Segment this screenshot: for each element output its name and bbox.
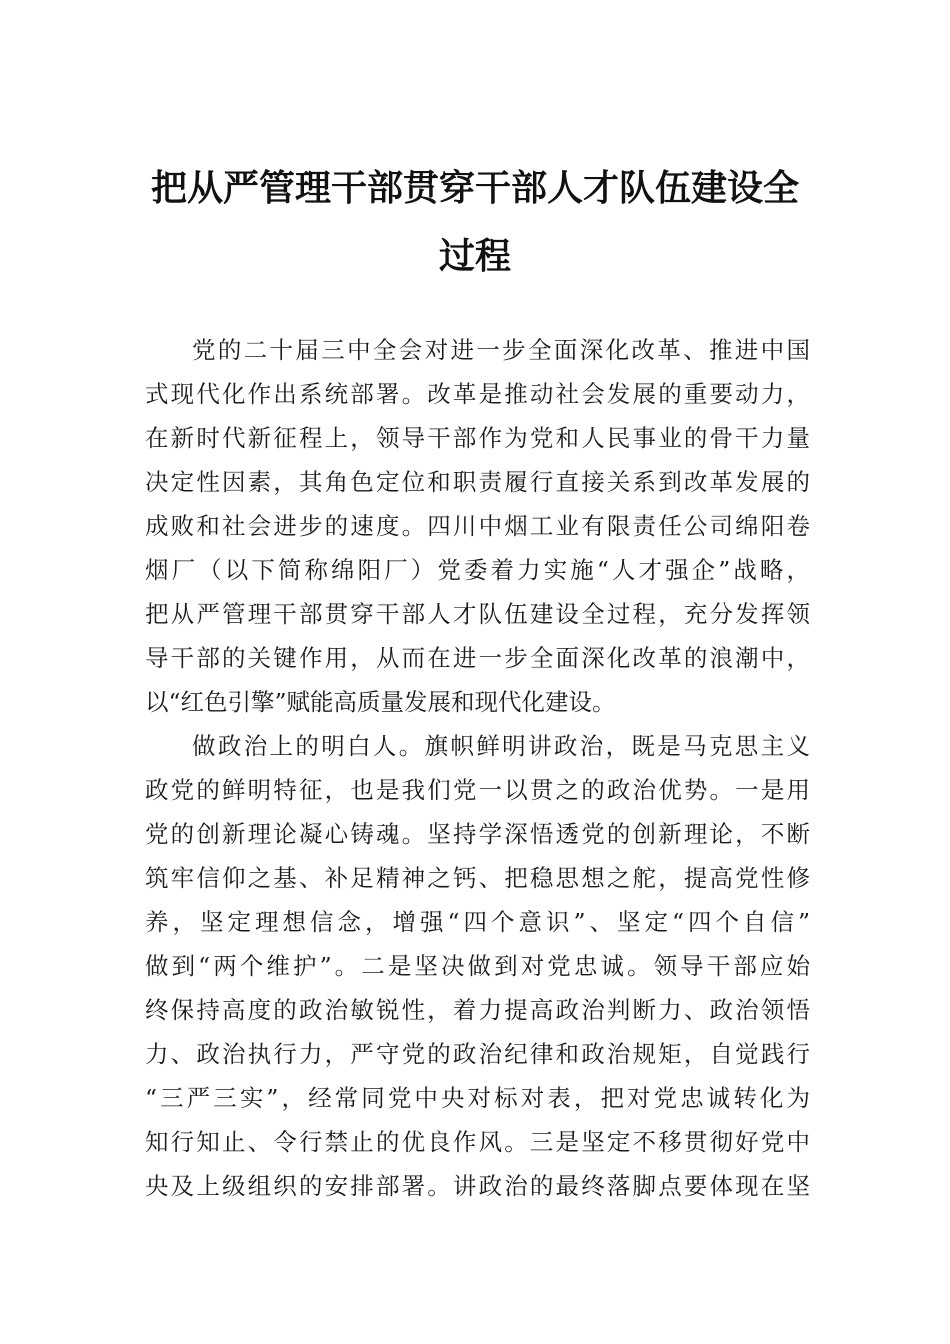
paragraph-line: 式现代化作出系统部署。改革是推动社会发展的重要动力， [145, 380, 810, 408]
paragraph-line: 党的创新理论凝心铸魂。坚持学深悟透党的创新理论，不断 [145, 820, 810, 848]
document-title-line-1: 把从严管理干部贯穿干部人才队伍建设全 [150, 167, 799, 209]
paragraph-line: 在新时代新征程上，领导干部作为党和人民事业的骨干力量 [145, 424, 810, 452]
paragraph-line: 做到“两个维护”。二是坚决做到对党忠诚。领导干部应始 [145, 952, 810, 980]
paragraph-line: 央及上级组织的安排部署。讲政治的最终落脚点要体现在坚 [145, 1172, 810, 1200]
paragraph-line: 把从严管理干部贯穿干部人才队伍建设全过程，充分发挥领 [145, 600, 810, 628]
paragraph-line: 导干部的关键作用，从而在进一步全面深化改革的浪潮中， [145, 644, 810, 672]
paragraph-line: 力、政治执行力，严守党的政治纪律和政治规矩，自觉践行 [145, 1040, 810, 1068]
paragraph-line: 知行知止、令行禁止的优良作风。三是坚定不移贯彻好党中 [145, 1128, 810, 1156]
paragraph-line: 决定性因素，其角色定位和职责履行直接关系到改革发展的 [145, 468, 810, 496]
paragraph-line: 成败和社会进步的速度。四川中烟工业有限责任公司绵阳卷 [145, 512, 810, 540]
document-title-line-2: 过程 [438, 235, 511, 277]
paragraph-line: 终保持高度的政治敏锐性，着力提高政治判断力、政治领悟 [145, 996, 810, 1024]
paragraph-line: 养，坚定理想信念，增强“四个意识”、坚定“四个自信” [145, 908, 810, 936]
paragraph-line: 烟厂（以下简称绵阳厂）党委着力实施“人才强企”战略， [145, 556, 810, 584]
paragraph-line: 政党的鲜明特征，也是我们党一以贯之的政治优势。一是用 [145, 776, 810, 804]
paragraph-line: 做政治上的明白人。旗帜鲜明讲政治，既是马克思主义 [192, 732, 810, 760]
paragraph-line: 以“红色引擎”赋能高质量发展和现代化建设。 [145, 688, 616, 716]
paragraph-line: 党的二十届三中全会对进一步全面深化改革、推进中国 [192, 336, 810, 364]
paragraph-line: “三严三实”，经常同党中央对标对表，把对党忠诚转化为 [145, 1084, 810, 1112]
paragraph-line: 筑牢信仰之基、补足精神之钙、把稳思想之舵，提高党性修 [145, 864, 810, 892]
